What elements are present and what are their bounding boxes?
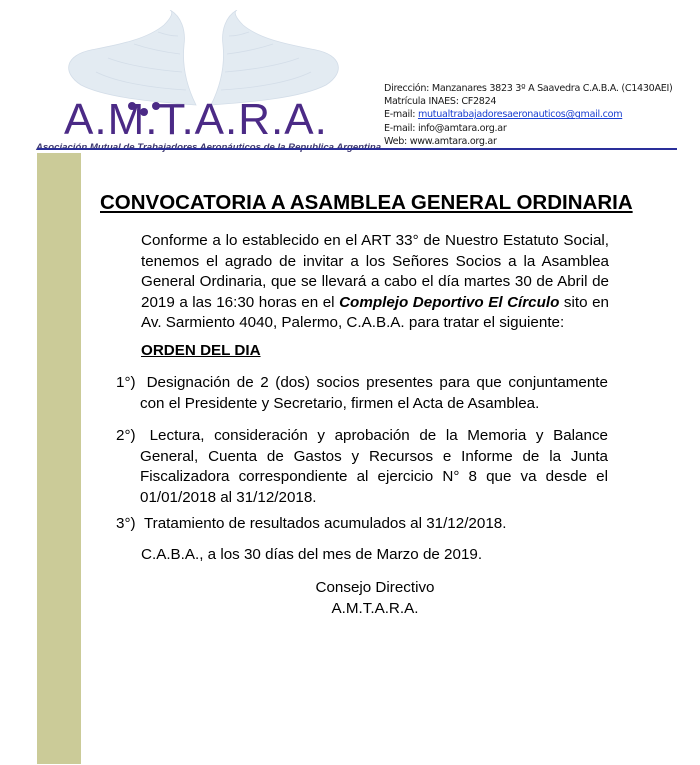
agenda-item-number: 1°): [116, 374, 136, 391]
agenda-item-text: Tratamiento de resultados acumulados al 31/12/2018.: [143, 515, 507, 532]
document-title: CONVOCATORIA A ASAMBLEA GENERAL ORDINARIA: [100, 191, 633, 214]
agenda-item-text: Lectura, consideración y aprobación de la Memoria y Balance General, Cuenta de Gastos y Recursos e Informe de la Junta Fiscalizadora correspondiente al ejercicio N° 8 que va desde el 01/01/2018 al 31/12/2018.: [140, 427, 608, 506]
contact-info: [384, 82, 672, 148]
agenda-item-number: 2°): [116, 427, 136, 444]
intro-text-1: Conforme a lo establecido en el ART 33° de Nuestro Estatuto Social, tenemos el agrado de invitar a los Señores Socios a la Asamblea General Ordinaria, que se llevará a cabo el día martes 30 de Abril de 2019 a las 16:30 horas en el: [141, 232, 609, 311]
venue-name: Complejo Deportivo El Círculo: [339, 293, 560, 311]
intro-paragraph: [141, 231, 609, 334]
agenda-item: [116, 426, 608, 508]
signature-line-2: A.M.T.A.R.A.: [331, 599, 419, 617]
agenda-item: [116, 514, 608, 535]
logo: [36, 10, 356, 150]
date-line: C.A.B.A., a los 30 días del mes de Marzo de 2019.: [141, 546, 483, 563]
signature-line-1: Consejo Directivo: [315, 579, 435, 596]
orden-heading: ORDEN DEL DIA: [141, 342, 261, 359]
agenda-item-number: 3°): [116, 515, 136, 532]
signature-block: [280, 578, 470, 619]
contact-matricula: Matrícula INAES: CF2824: [384, 96, 497, 108]
email-label: E-mail:: [384, 109, 418, 121]
sidebar-band: [37, 153, 81, 764]
agenda-item: [116, 373, 608, 414]
contact-web: Web: www.amtara.org.ar: [384, 135, 497, 147]
email-link[interactable]: mutualtrabajadoresaeronauticos@gmail.com: [417, 109, 623, 121]
agenda-item-text: Designación de 2 (dos) socios presentes para que conjuntamente con el Presidente y Secretario, firmen el Acta de Asamblea.: [140, 374, 608, 412]
contact-email-primary: [384, 108, 672, 121]
logo-acronym: A.M.T.A.R.A.: [64, 95, 328, 144]
header-divider: [37, 148, 677, 150]
contact-address: Dirección: Manzanares 3823 3º A Saavedra C.A.B.A. (C1430AEI): [384, 83, 673, 94]
contact-email-secondary: E-mail: info@amtara.org.ar: [384, 122, 507, 134]
intro-text-2: sito en Av. Sarmiento 4040, Palermo, C.A.B.A. para tratar el siguiente:: [141, 293, 609, 332]
